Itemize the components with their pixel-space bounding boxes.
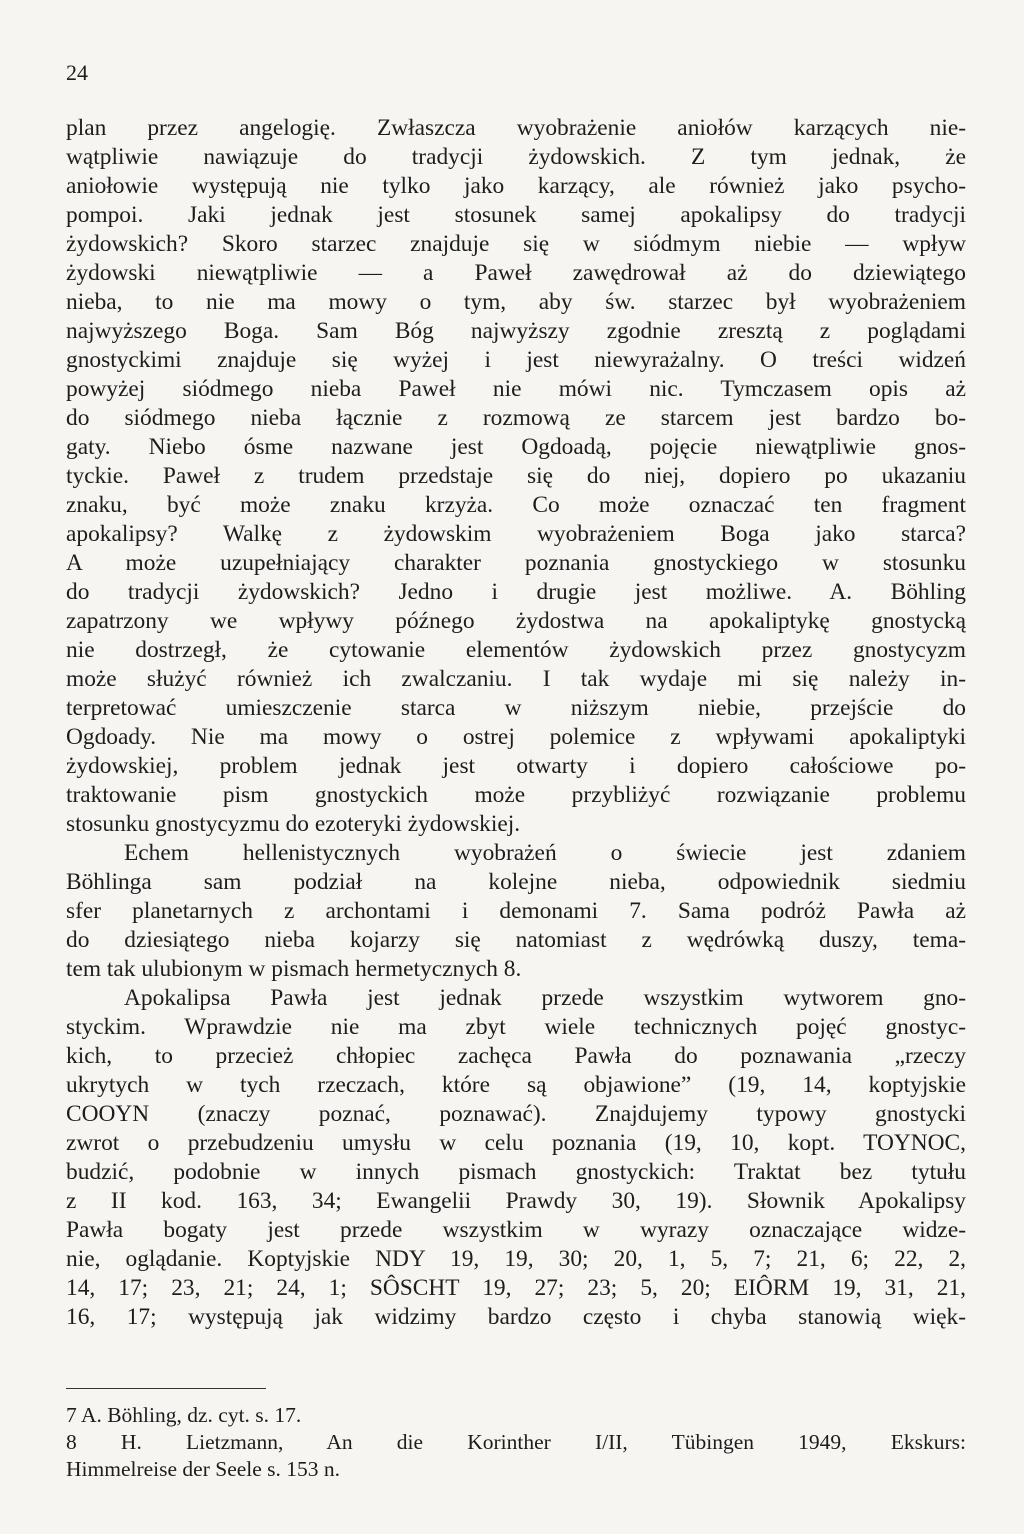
text-line: styckim. Wprawdzie nie ma zbyt wiele technicznych pojęć gnostyc- [66, 1014, 966, 1040]
text-line: 14, 17; 23, 21; 24, 1; SÔSCHT 19, 27; 23; 5, 20; EIÔRM 19, 31, 21, [66, 1275, 966, 1301]
text-line: do siódmego nieba łącznie z rozmową ze starcem jest bardzo bo- [66, 405, 966, 431]
text-line: do dziesiątego nieba kojarzy się natomiast z wędrówką duszy, tema- [66, 927, 966, 953]
text-line: 16, 17; występują jak widzimy bardzo często i chyba stanowią więk- [66, 1304, 966, 1330]
footnote-8: 8 H. Lietzmann, An die Korinther I/II, Tübingen 1949, Ekskurs: [66, 1430, 966, 1454]
text-line: apokalipsy? Walkę z żydowskim wyobrażeniem Boga jako starca? [66, 521, 966, 547]
text-line: tem tak ulubionym w pismach hermetycznych 8. [66, 956, 522, 982]
text-line: powyżej siódmego nieba Paweł nie mówi nic. Tymczasem opis aż [66, 376, 966, 402]
text-line: żydowskiej, problem jednak jest otwarty i dopiero całościowe po- [66, 753, 966, 779]
text-line: z II kod. 163, 34; Ewangelii Prawdy 30, 19). Słownik Apokalipsy [66, 1188, 966, 1214]
text-line: najwyższego Boga. Sam Bóg najwyższy zgodnie zresztą z poglądami [66, 318, 966, 344]
text-line: Böhlinga sam podział na kolejne nieba, odpowiednik siedmiu [66, 869, 966, 895]
text-line: budzić, podobnie w innych pismach gnostyckich: Traktat bez tytułu [66, 1159, 966, 1185]
text-line: Apokalipsa Pawła jest jednak przede wszystkim wytworem gno- [124, 985, 966, 1011]
text-line: znaku, być może znaku krzyża. Co może oznaczać ten fragment [66, 492, 966, 518]
text-line: tyckie. Paweł z trudem przedstaje się do niej, dopiero po ukazaniu [66, 463, 966, 489]
footnote-7: 7 A. Böhling, dz. cyt. s. 17. [66, 1403, 302, 1427]
footnote-8-continued: Himmelreise der Seele s. 153 n. [66, 1457, 341, 1481]
text-line: plan przez angelogię. Zwłaszcza wyobrażenie aniołów karzących nie- [66, 115, 966, 141]
text-line: może służyć również ich zwalczaniu. I tak wydaje mi się należy in- [66, 666, 966, 692]
text-line: gnostyckimi znajduje się wyżej i jest niewyrażalny. O treści widzeń [66, 347, 966, 373]
body-text [66, 114, 966, 1332]
text-line: sfer planetarnych z archontami i demonami 7. Sama podróż Pawła aż [66, 898, 966, 924]
text-line: traktowanie pism gnostyckich może przybliżyć rozwiązanie problemu [66, 782, 966, 808]
text-line: ukrytych w tych rzeczach, które są objawione” (19, 14, koptyjskie [66, 1072, 966, 1098]
text-line: stosunku gnostycyzmu do ezoteryki żydowskiej. [66, 811, 521, 837]
text-line: Echem hellenistycznych wyobrażeń o świecie jest zdaniem [124, 840, 966, 866]
page-number: 24 [66, 60, 88, 85]
footnote-divider [66, 1388, 266, 1389]
text-line: do tradycji żydowskich? Jedno i drugie jest możliwe. A. Böhling [66, 579, 966, 605]
text-line: wątpliwie nawiązuje do tradycji żydowskich. Z tym jednak, że [66, 144, 966, 170]
text-line: COOYN (znaczy poznać, poznawać). Znajdujemy typowy gnostycki [66, 1101, 966, 1127]
text-line: nie, oglądanie. Koptyjskie NDY 19, 19, 30; 20, 1, 5, 7; 21, 6; 22, 2, [66, 1246, 966, 1272]
text-line: nie dostrzegł, że cytowanie elementów żydowskich przez gnostycyzm [66, 637, 966, 663]
text-line: gaty. Niebo ósme nazwane jest Ogdoadą, pojęcie niewątpliwie gnos- [66, 434, 966, 460]
footnotes [66, 1402, 966, 1483]
text-line: Pawła bogaty jest przede wszystkim w wyrazy oznaczające widze- [66, 1217, 966, 1243]
text-line: żydowski niewątpliwie — a Paweł zawędrował aż do dziewiątego [66, 260, 966, 286]
text-line: nieba, to nie ma mowy o tym, aby św. starzec był wyobrażeniem [66, 289, 966, 315]
text-line: żydowskich? Skoro starzec znajduje się w siódmym niebie — wpływ [66, 231, 966, 257]
text-line: kich, to przecież chłopiec zachęca Pawła do poznawania „rzeczy [66, 1043, 966, 1069]
text-line: Ogdoady. Nie ma mowy o ostrej polemice z wpływami apokaliptyki [66, 724, 966, 750]
text-line: A może uzupełniający charakter poznania gnostyckiego w stosunku [66, 550, 966, 576]
text-line: pompoi. Jaki jednak jest stosunek samej apokalipsy do tradycji [66, 202, 966, 228]
text-line: zwrot o przebudzeniu umysłu w celu poznania (19, 10, kopt. TOYNOC, [66, 1130, 966, 1156]
text-line: aniołowie występują nie tylko jako karzący, ale również jako psycho- [66, 173, 966, 199]
text-line: zapatrzony we wpływy późnego żydostwa na apokaliptykę gnostycką [66, 608, 966, 634]
text-line: terpretować umieszczenie starca w niższym niebie, przejście do [66, 695, 966, 721]
